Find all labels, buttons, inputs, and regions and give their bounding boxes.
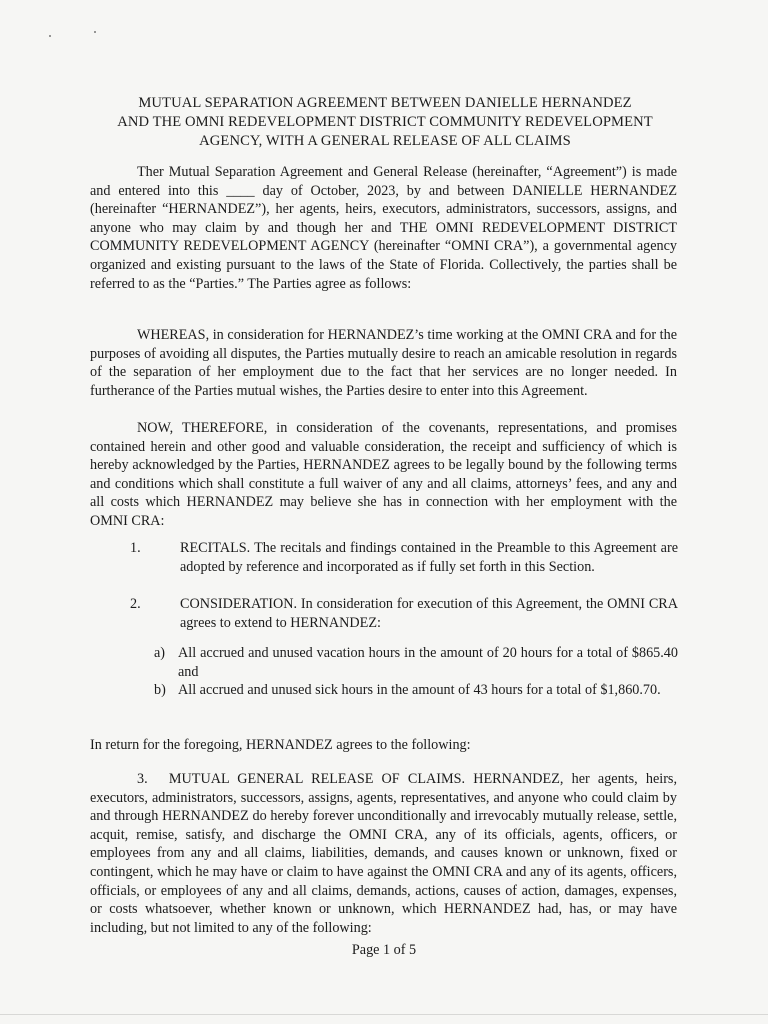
sub-item-a	[154, 644, 678, 681]
section-number: 1.	[130, 540, 141, 556]
intro-paragraph: Ther Mutual Separation Agreement and General Release (hereinafter, “Agreement”) is made and entered into this ____ day of October, 2023, by and between DANIELLE HERNANDEZ (hereinafter “HERNANDEZ”), her agents, heirs, executors, administrators, successors, assigns, and anyone who may claim by and though her and THE OMNI REDEVELOPMENT DISTRICT COMMUNITY REDEVELOPMENT AGENCY (hereinafter “OMNI CRA”), a governmental agency organized and existing pursuant to the laws of the State of Florida. Collectively, the parties shall be referred to as the “Parties.” The Parties agree as follows:	[90, 164, 677, 292]
title-line-3: AGENCY, WITH A GENERAL RELEASE OF ALL CLAIMS	[199, 133, 571, 149]
section-3-body	[90, 770, 677, 937]
title-line-2: AND THE OMNI REDEVELOPMENT DISTRICT COMMUNITY REDEVELOPMENT	[117, 114, 653, 130]
section-2	[130, 595, 678, 632]
sub-item-text: All accrued and unused vacation hours in the amount of 20 hours for a total of $865.40 and	[178, 645, 678, 680]
now-therefore-paragraph: NOW, THEREFORE, in consideration of the covenants, representations, and promises contained herein and other good and valuable consideration, the receipt and sufficiency of which is hereby acknowledged by the Parties, HERNANDEZ agrees to be legally bound by the following terms and conditions which shall constitute a full waiver of any and all claims, attorneys’ fees, and any and all costs which HERNANDEZ may believe she has in connection with her employment with the OMNI CRA:	[90, 420, 677, 529]
in-return-paragraph: In return for the foregoing, HERNANDEZ agrees to the following:	[90, 737, 471, 753]
section-text: CONSIDERATION. In consideration for execution of this Agreement, the OMNI CRA agrees to extend to HERNANDEZ:	[180, 596, 678, 631]
section-text: RECITALS. The recitals and findings contained in the Preamble to this Agreement are adopted by reference and incorporated as if fully set forth in this Section.	[180, 540, 678, 575]
document-title	[90, 94, 680, 151]
title-line-1: MUTUAL SEPARATION AGREEMENT BETWEEN DANIELLE HERNANDEZ	[138, 95, 632, 111]
sub-item-text: All accrued and unused sick hours in the amount of 43 hours for a total of $1,860.70.	[178, 682, 661, 698]
section-number: 3.	[137, 771, 148, 787]
scan-speck	[49, 35, 51, 37]
section-number: 2.	[130, 596, 141, 612]
section-3	[90, 770, 677, 937]
page-number: Page 1 of 5	[351, 942, 417, 958]
sub-item-label: b)	[154, 682, 166, 698]
scan-speck	[94, 31, 96, 33]
section-text: MUTUAL GENERAL RELEASE OF CLAIMS. HERNANDEZ, her agents, heirs, executors, administrators, successors, assigns, agents, representatives, and anyone who could claim by and through HERNANDEZ do hereby forever unconditionally and irrevocably mutually release, settle, acquit, remise, satisfy, and discharge the OMNI CRA, any of its officials, agents, officers, or employees from any and all claims, liabilities, demands, and causes known or unknown, fixed or contingent, which he may have or claim to have against the OMNI CRA and any of its agents, officers, officials, or employees of any and all claims, demands, actions, causes of action, damages, expenses, or costs whatsoever, whether known or unknown, which HERNANDEZ had, has, or may have including, but not limited to any of the following:	[90, 771, 677, 936]
sub-item-label: a)	[154, 645, 166, 661]
scan-edge	[0, 1014, 768, 1015]
sub-item-b	[154, 681, 678, 700]
section-1	[130, 539, 678, 576]
whereas-paragraph: WHEREAS, in consideration for HERNANDEZ’s time working at the OMNI CRA and for the purposes of avoiding all disputes, the Parties mutually desire to reach an amicable resolution in regards of the separation of her employment due to the fact that her services are no longer needed. In furtherance of the Parties mutual wishes, the Parties desire to enter into this Agreement.	[90, 327, 677, 399]
